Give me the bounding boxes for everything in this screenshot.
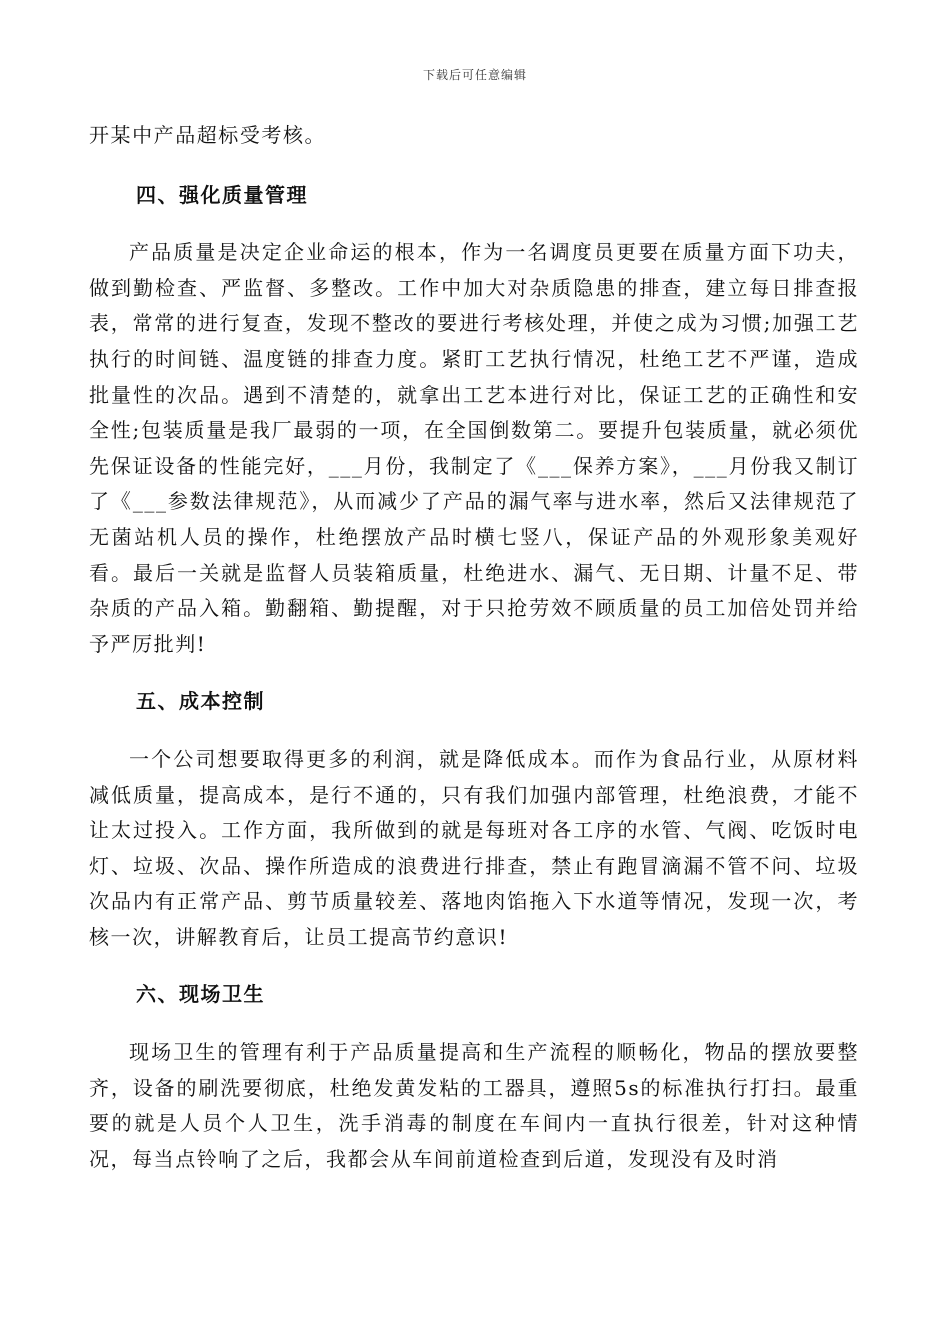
header-note: 下载后可任意编辑 — [422, 68, 527, 82]
section-body-hygiene: 现场卫生的管理有利于产品质量提高和生产流程的顺畅化，物品的摆放要整齐，设备的刷洗要彻底，杜绝发黄发粘的工器具，遵照5s的标准执行打扫。最重要的就是人员个人卫生，洗手消毒的制度在车间内一直执行很差，针对这种情况，每当点铃响了之后，我都会从车间前道检查到后道，发现没有及时消 — [89, 1040, 859, 1171]
continuation-paragraph: 开某中产品超标受考核。 — [89, 123, 327, 147]
document-body — [89, 118, 859, 1177]
section-heading-cost: 五、成本控制 — [136, 689, 265, 714]
section-body-cost: 一个公司想要取得更多的利润，就是降低成本。而作为食品行业，从原材料减低质量，提高成本，是行不通的，只有我们加强内部管理，杜绝浪费，才能不让太过投入。工作方面，我所做到的就是每班对各工序的水管、气阀、吃饭时电灯、垃圾、次品、操作所造成的浪费进行排查，禁止有跑冒滴漏不管不问、垃圾次品内有正常产品、剪节质量较差、落地肉馅拖入下水道等情况，发现一次，考核一次，讲解教育后，让员工提高节约意识! — [89, 746, 859, 949]
section-heading-hygiene: 六、现场卫生 — [136, 982, 265, 1007]
section-body-quality: 产品质量是决定企业命运的根本，作为一名调度员更要在质量方面下功夫，做到勤检查、严监督、多整改。工作中加大对杂质隐患的排查，建立每日排查报表，常常的进行复查，发现不整改的要进行考核处理，并使之成为习惯;加强工艺执行的时间链、温度链的排查力度。紧盯工艺执行情况，杜绝工艺不严谨，造成批量性的次品。遇到不清楚的，就拿出工艺本进行对比，保证工艺的正确性和安全性;包装质量是我厂最弱的一项，在全国倒数第二。要提升包装质量，就必须优先保证设备的性能完好，___月份，我制定了《___保养方案》，___月份我又制订了《___参数法律规范》，从而减少了产品的漏气率与进水率，然后又法律规范了无菌站机人员的操作，杜绝摆放产品时横七竖八，保证产品的外观形象美观好看。最后一关就是监督人员装箱质量，杜绝进水、漏气、无日期、计量不足、带杂质的产品入箱。勤翻箱、勤提醒，对于只抢劳效不顾质量的员工加倍处罚并给予严厉批判! — [89, 240, 859, 656]
section-heading-quality: 四、强化质量管理 — [136, 182, 308, 207]
